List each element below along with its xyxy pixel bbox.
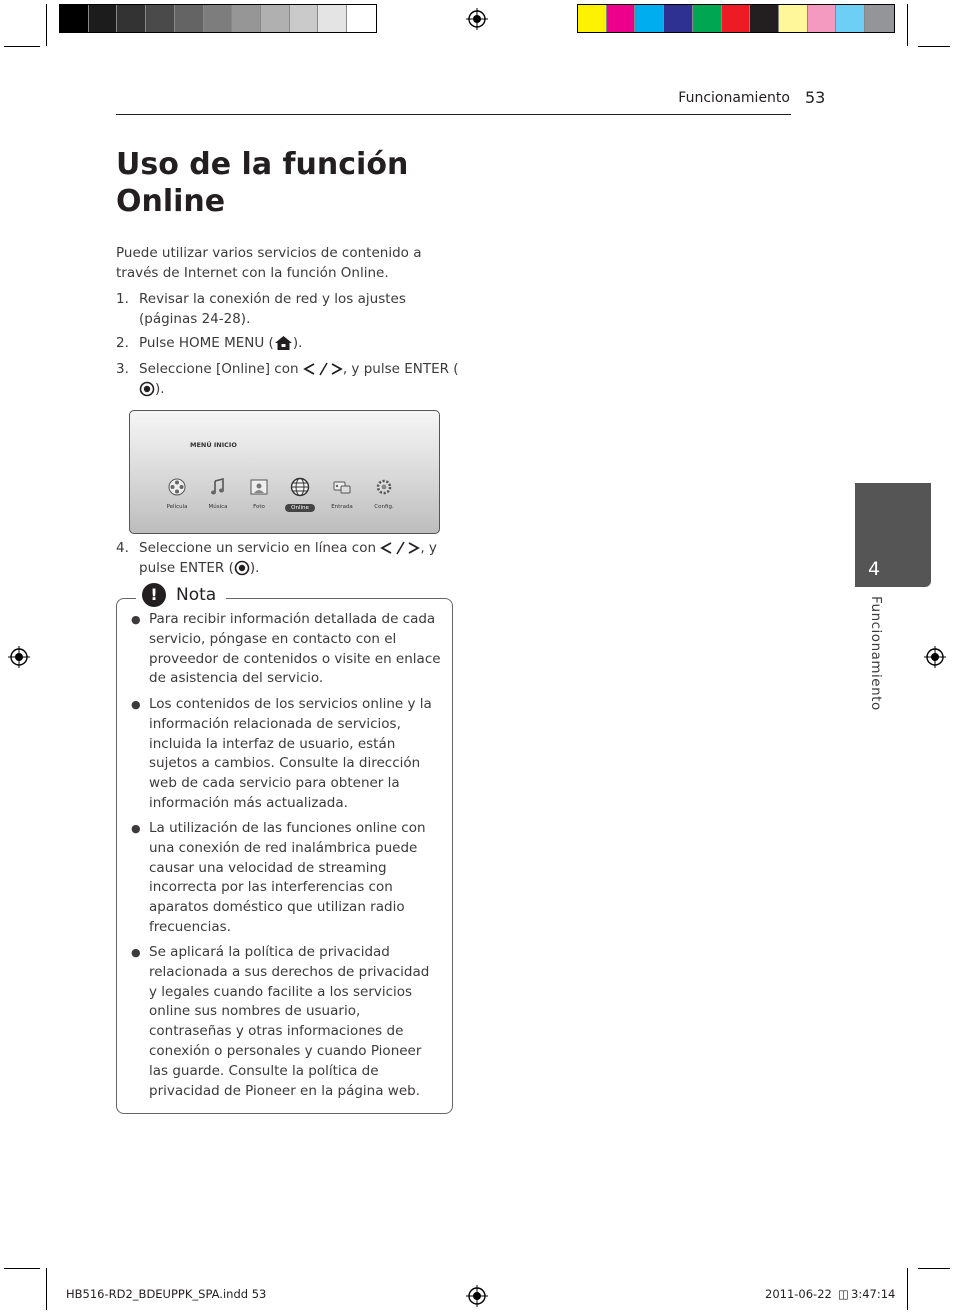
chapter-number: 4 — [868, 558, 881, 580]
step-text-part: ). — [155, 380, 165, 397]
color-swatch — [117, 5, 146, 32]
crop-mark — [907, 4, 908, 46]
color-swatch — [664, 5, 693, 32]
color-swatch — [146, 5, 175, 32]
color-swatch — [290, 5, 319, 32]
grayscale-bar — [59, 4, 377, 33]
intro-paragraph: Puede utilizar varios servicios de contenido a través de Internet con la función Online. — [116, 245, 422, 281]
color-swatch — [607, 5, 636, 32]
color-swatch — [347, 5, 376, 32]
color-swatch — [808, 5, 837, 32]
step-number: 2. — [116, 335, 129, 351]
menu-title: MENÚ INICIO — [190, 441, 237, 449]
slug-file: HB516-RD2_BDEUPPK_SPA.indd 53 — [66, 1287, 267, 1301]
step-2 — [116, 334, 461, 354]
step-text-part: Seleccione [Online] con — [139, 361, 303, 377]
menu-item-label: Foto — [253, 504, 265, 510]
color-swatch — [60, 5, 89, 32]
step-text-part: , y pulse ENTER ( — [139, 540, 437, 576]
menu-item-label: Config. — [374, 504, 394, 510]
menu-item-foto — [244, 477, 274, 510]
step-3 — [116, 360, 461, 400]
step-number: 3. — [116, 361, 129, 377]
color-swatch — [89, 5, 118, 32]
photo-icon — [249, 477, 269, 497]
registration-mark-icon — [924, 646, 946, 668]
color-swatch — [750, 5, 779, 32]
slug-time: 3:47:14 — [851, 1287, 896, 1301]
crop-mark — [46, 1268, 47, 1310]
crop-mark — [4, 1268, 40, 1269]
note-item — [131, 819, 441, 938]
exclamation-icon: ! — [142, 583, 166, 607]
header-rule — [116, 114, 791, 115]
page-number: 53 — [805, 88, 826, 107]
menu-item-config — [369, 477, 399, 510]
menu-item-entrada — [327, 477, 357, 510]
note-item — [131, 943, 441, 1101]
slug-date: 2011-06-22 — [765, 1287, 832, 1301]
left-right-arrows-icon — [380, 541, 420, 555]
note-heading — [136, 583, 226, 607]
color-bar — [577, 4, 895, 33]
music-note-icon — [208, 477, 228, 497]
running-header-section: Funcionamiento — [678, 90, 790, 106]
menu-item-label: Entrada — [331, 504, 353, 510]
home-menu-screenshot — [129, 410, 440, 534]
left-right-arrows-icon — [303, 362, 343, 376]
menu-item-online — [285, 477, 315, 512]
bullet-icon: ● — [131, 946, 141, 959]
note-item — [131, 610, 441, 689]
color-swatch — [779, 5, 808, 32]
registration-mark-icon — [466, 8, 488, 30]
enter-button-icon — [234, 560, 250, 576]
crop-mark — [4, 46, 40, 47]
color-swatch — [836, 5, 865, 32]
bullet-icon: ● — [131, 613, 141, 626]
color-swatch — [261, 5, 290, 32]
crop-mark — [907, 1268, 908, 1310]
chapter-label: Funcionamiento — [868, 596, 884, 711]
color-swatch — [318, 5, 347, 32]
step-text — [139, 360, 461, 400]
slug-clock-icon: ◫ — [838, 1287, 849, 1301]
input-icon — [332, 477, 352, 497]
step-text-part: ). — [249, 559, 260, 576]
color-swatch — [578, 5, 607, 32]
color-swatch — [865, 5, 894, 32]
film-reel-icon — [167, 477, 187, 497]
menu-item-label: Online — [285, 504, 315, 512]
note-item-text: Para recibir información detallada de cada servicio, póngase en contacto con el proveedor de contenidos o visite en enlace de asistencia del servicio. — [149, 611, 441, 687]
enter-button-icon — [139, 381, 155, 397]
registration-mark-icon — [466, 1285, 488, 1307]
color-swatch — [635, 5, 664, 32]
note-item — [131, 695, 441, 814]
registration-mark-icon — [8, 646, 30, 668]
menu-item-label: Película — [166, 504, 188, 510]
note-item-text: La utilización de las funciones online con una conexión de red inalámbrica puede causar una velocidad de streaming incorrecta por las interferencias con aparatos doméstico que utilizan radio frecuencias. — [149, 820, 426, 935]
step-1 — [116, 290, 461, 330]
note-title: Nota — [176, 585, 217, 605]
color-swatch — [232, 5, 261, 32]
crop-mark — [46, 4, 47, 46]
step-text-part: , y pulse ENTER ( — [342, 361, 459, 377]
note-item-text: Los contenidos de los servicios online y la información relacionada de servicios, incluida la interfaz de usuario, están sujetos a cambios. Consulte la dirección web de cada servicio para obtener la información más actualizada. — [149, 696, 432, 811]
step-number: 1. — [116, 291, 129, 307]
menu-item-label: Música — [208, 504, 228, 510]
globe-icon — [290, 477, 310, 497]
color-swatch — [693, 5, 722, 32]
step-text-part: ). — [292, 335, 303, 351]
home-icon — [274, 335, 293, 351]
menu-item-pelicula — [162, 477, 192, 510]
color-swatch — [175, 5, 204, 32]
crop-mark — [918, 1268, 950, 1269]
step-text — [139, 539, 461, 579]
step-4 — [116, 539, 461, 579]
step-text — [139, 334, 461, 354]
step-text: Revisar la conexión de red y los ajustes (páginas 24-28). — [139, 291, 406, 327]
note-item-text: Se aplicará la política de privacidad relacionada a sus derechos de privacidad y legales cuando facilite a los servicios online sus nombres de usuario, contraseñas y otras informaciones de conexión o personales y cuando Pioneer las guarde. Consulte la política de privacidad de Pioneer en la página web. — [149, 944, 430, 1099]
gear-icon — [374, 477, 394, 497]
color-swatch — [204, 5, 233, 32]
bullet-icon: ● — [131, 698, 141, 711]
chapter-tab — [855, 483, 931, 587]
crop-mark — [918, 46, 950, 47]
color-swatch — [722, 5, 751, 32]
step-text-part: Seleccione un servicio en línea con — [139, 540, 381, 556]
menu-item-musica — [203, 477, 233, 510]
step-text-part: Pulse HOME MENU ( — [139, 335, 274, 351]
page-title: Uso de la función Online — [116, 147, 409, 219]
bullet-icon: ● — [131, 822, 141, 835]
step-number: 4. — [116, 540, 129, 556]
